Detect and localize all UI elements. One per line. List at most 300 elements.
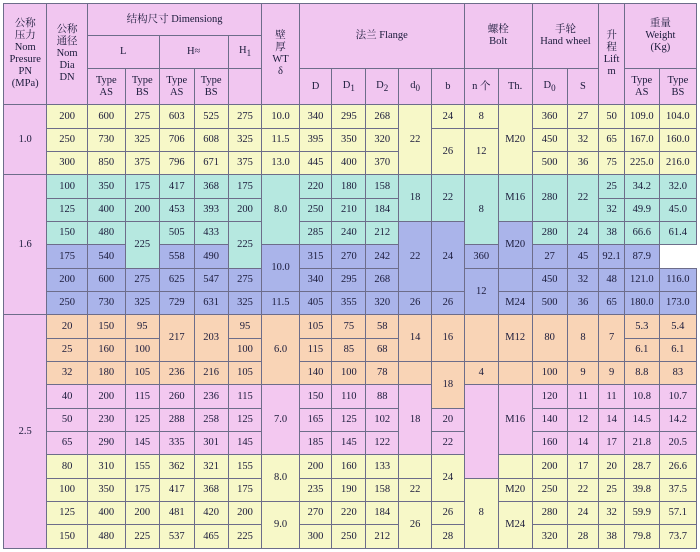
cell-wt: 13.0: [262, 152, 299, 175]
cell-dn: 80: [47, 455, 87, 478]
cell-D: 200: [299, 455, 332, 478]
cell-D1: 160: [332, 455, 366, 478]
cell-w-as: 28.7: [624, 455, 659, 478]
header-type-line: BS: [671, 86, 685, 98]
cell-l-bs: 155: [125, 455, 159, 478]
cell-w-bs: 160.0: [659, 128, 696, 151]
header-type-as: [87, 68, 125, 105]
table-row: [4, 245, 697, 268]
cell-h1: 200: [228, 198, 262, 221]
cell-D: 185: [299, 432, 332, 455]
cell-D0: 100: [532, 362, 567, 385]
cell-l-bs: 105: [125, 362, 159, 385]
cell-w-as: 21.8: [624, 432, 659, 455]
header-d0-sub: 0: [415, 83, 420, 94]
table-row: [4, 175, 697, 198]
header-D0-main: D: [543, 79, 552, 91]
cell-l-bs: 145: [125, 432, 159, 455]
header-pn: [4, 4, 47, 105]
header-dn-line: Nom: [56, 48, 78, 60]
cell-D: 235: [299, 478, 332, 501]
cell-w-as: 109.0: [624, 105, 659, 128]
cell-h-bs: 258: [194, 408, 228, 431]
header-type-line: Type: [166, 74, 188, 86]
cell-D: 105: [299, 315, 332, 338]
cell-h-bs: 465: [194, 525, 228, 549]
cell-h-bs: 216: [194, 362, 228, 385]
cell-D1: 220: [332, 502, 366, 525]
cell-w-bs: 26.6: [659, 455, 696, 478]
cell-wt: 11.5: [262, 128, 299, 151]
cell-dn: 175: [47, 245, 87, 268]
cell-h1: 100: [228, 338, 262, 361]
cell-D0: 360: [464, 245, 498, 268]
cell-h-bs: 490: [194, 245, 228, 268]
spec-table-wrapper: [3, 3, 697, 549]
cell-dn: 150: [47, 222, 87, 245]
cell-D2: 370: [366, 152, 399, 175]
header-dn-line: Dia: [59, 60, 75, 72]
cell-h-as: 706: [159, 128, 194, 151]
cell-n: 12: [464, 268, 498, 315]
cell-d0: 18: [399, 175, 432, 222]
cell-S: 28: [567, 525, 599, 549]
cell-D2: 133: [366, 455, 399, 478]
cell-h-bs: 321: [194, 455, 228, 478]
header-type-line: AS: [169, 86, 184, 98]
header-type-line: BS: [204, 86, 218, 98]
cell-w-bs: 14.2: [659, 408, 696, 431]
cell-S: 14: [567, 432, 599, 455]
header-type-bs: [659, 68, 696, 105]
header-D0: [532, 68, 567, 105]
cell-S: 9: [567, 362, 599, 385]
cell-D2: 158: [366, 175, 399, 198]
cell-D0: 500: [532, 292, 567, 315]
table-row: [4, 292, 697, 315]
cell-D0: 320: [532, 525, 567, 549]
cell-D1: 190: [332, 478, 366, 501]
header-pn-line: 公称: [14, 18, 36, 30]
cell-D: 115: [299, 338, 332, 361]
cell-D1: 180: [332, 175, 366, 198]
cell-D1: 100: [332, 362, 366, 385]
cell-h1: 275: [228, 105, 262, 128]
cell-dn: 100: [47, 478, 87, 501]
cell-D1: 355: [332, 292, 366, 315]
cell-h1: 275: [228, 268, 262, 291]
header-type-line: Type: [667, 74, 689, 86]
header-n: n 个: [464, 68, 498, 105]
header-pn-line: (MPa): [11, 78, 39, 90]
cell-D2: 268: [366, 105, 399, 128]
cell-lift: 48: [599, 268, 624, 291]
cell-h1: 105: [228, 362, 262, 385]
cell-D2: 184: [366, 502, 399, 525]
header-type-line: AS: [635, 86, 649, 98]
cell-D1: 250: [332, 525, 366, 549]
cell-D: 285: [299, 222, 332, 245]
cell-S: 22: [567, 175, 599, 222]
cell-S: 24: [567, 502, 599, 525]
cell-h1: 200: [228, 502, 262, 525]
cell-dn: 300: [47, 152, 87, 175]
cell-l-bs: 325: [125, 128, 159, 151]
cell-l-bs: 175: [125, 478, 159, 501]
header-wt-line: δ: [278, 66, 283, 78]
cell-dn: 40: [47, 385, 87, 408]
cell-lift: 17: [599, 432, 624, 455]
cell-d0: 22: [399, 222, 432, 292]
cell-h-as: 537: [159, 525, 194, 549]
table-row: [4, 268, 697, 291]
cell-lift: 38: [599, 525, 624, 549]
header-D: D: [299, 68, 332, 105]
cell-h-bs: 671: [194, 152, 228, 175]
cell-h-bs: 547: [194, 268, 228, 291]
cell-dn: 250: [47, 128, 87, 151]
header-type-as: [159, 68, 194, 105]
header-D1-sub: 1: [350, 83, 355, 94]
cell-h1: 95: [228, 315, 262, 338]
cell-th: M24: [498, 292, 532, 315]
cell-D: 405: [299, 292, 332, 315]
cell-D2: 88: [366, 385, 399, 408]
cell-w-bs: 216.0: [659, 152, 696, 175]
header-d0-main: d: [410, 79, 416, 91]
table-row: [4, 432, 697, 455]
cell-lift: 11: [599, 385, 624, 408]
cell-l-as: 150: [87, 315, 125, 338]
cell-l-bs: 95: [125, 315, 159, 338]
cell-dn: 250: [47, 292, 87, 315]
cell-h1: 175: [228, 478, 262, 501]
header-lift: [599, 4, 624, 105]
cell-D0: 280: [532, 222, 567, 245]
cell-l-bs: 100: [125, 338, 159, 361]
cell-wt: 6.0: [262, 315, 299, 385]
cell-D: 300: [299, 525, 332, 549]
header-th: Th.: [498, 68, 532, 105]
cell-n: 12: [464, 128, 498, 175]
cell-th: M16: [498, 175, 532, 222]
cell-l-bs: 175: [125, 175, 159, 198]
cell-D1: 240: [332, 222, 366, 245]
cell-h-bs: 631: [194, 292, 228, 315]
header-lift-line: 程: [606, 42, 617, 54]
cell-w-bs: 87.9: [624, 245, 659, 268]
cell-lift: 65: [599, 292, 624, 315]
header-wall-thickness: [262, 4, 299, 105]
cell-h-as: 603: [159, 105, 194, 128]
cell-n-blank: [464, 385, 498, 478]
cell-l-bs: 225: [125, 222, 159, 269]
cell-w-as: 39.8: [624, 478, 659, 501]
cell-h-as: 362: [159, 455, 194, 478]
table-row: [4, 222, 697, 245]
header-type-bs: [125, 68, 159, 105]
cell-l-as: 230: [87, 408, 125, 431]
cell-w-as: 59.9: [624, 502, 659, 525]
cell-lift: 20: [599, 455, 624, 478]
cell-th: M12: [498, 315, 532, 362]
cell-D: 220: [299, 175, 332, 198]
cell-w-bs: 10.7: [659, 385, 696, 408]
table-row: [4, 315, 697, 338]
cell-S: 12: [567, 408, 599, 431]
cell-w-bs: 83: [659, 362, 696, 385]
cell-l-bs: 200: [125, 198, 159, 221]
header-type-line: Type: [131, 74, 153, 86]
cell-h1: 175: [228, 175, 262, 198]
header-H1: [228, 36, 262, 68]
cell-b: 26: [431, 292, 464, 315]
cell-wt: 10.0: [262, 105, 299, 128]
pn-group-cell: 1.6: [4, 175, 47, 315]
cell-lift: 7: [599, 315, 624, 362]
cell-h1: 155: [228, 455, 262, 478]
cell-dn: 125: [47, 198, 87, 221]
cell-lift: 45: [567, 245, 599, 268]
cell-S: 36: [567, 152, 599, 175]
cell-w-as: 79.8: [624, 525, 659, 549]
cell-D2: 58: [366, 315, 399, 338]
header-pn-line: 压力: [14, 30, 36, 42]
cell-w-bs: 57.1: [659, 502, 696, 525]
cell-dn: 150: [47, 525, 87, 549]
cell-l-bs: 375: [125, 152, 159, 175]
cell-D1: 125: [332, 408, 366, 431]
header-H1-sub: 1: [246, 48, 252, 59]
cell-th: M24: [498, 502, 532, 549]
header-wt-line: WT: [272, 54, 289, 66]
cell-D2: 122: [366, 432, 399, 455]
cell-b: 24: [431, 222, 464, 292]
cell-D0: 360: [532, 105, 567, 128]
table-row: [4, 502, 697, 525]
cell-w-as: 6.1: [624, 338, 659, 361]
cell-h-as: 505: [159, 222, 194, 245]
cell-l-as: 200: [87, 385, 125, 408]
cell-S: 27: [532, 245, 567, 268]
header-type-line: Type: [631, 74, 653, 86]
cell-S: 17: [567, 455, 599, 478]
cell-h1: 325: [228, 128, 262, 151]
cell-h1: 115: [228, 385, 262, 408]
cell-D0: 140: [532, 408, 567, 431]
cell-wt: 11.5: [262, 292, 299, 315]
cell-D0: 280: [532, 175, 567, 222]
cell-h-as: 217: [159, 315, 194, 362]
cell-D: 270: [299, 502, 332, 525]
cell-D1: 75: [332, 315, 366, 338]
cell-lift: 50: [599, 105, 624, 128]
header-weight-line: (Kg): [650, 42, 671, 53]
cell-h-as: 558: [159, 245, 194, 268]
cell-b: 16: [431, 315, 464, 362]
cell-lift: 25: [599, 175, 624, 198]
table-row: [4, 128, 697, 151]
header-H1-blank: [228, 68, 262, 105]
cell-h-bs: 420: [194, 502, 228, 525]
cell-b: 22: [431, 432, 464, 455]
cell-S: 32: [567, 128, 599, 151]
cell-w-bs: 61.4: [659, 222, 696, 245]
cell-h-as: 417: [159, 478, 194, 501]
header-type-line: AS: [99, 86, 113, 98]
cell-h-as: 236: [159, 362, 194, 385]
cell-n: 8: [464, 175, 498, 245]
cell-l-as: 850: [87, 152, 125, 175]
cell-D0: 160: [532, 432, 567, 455]
cell-n: 8: [464, 478, 498, 548]
cell-h-as: 453: [159, 198, 194, 221]
cell-lift: 65: [599, 128, 624, 151]
cell-l-bs: 225: [125, 525, 159, 549]
cell-D1: 210: [332, 198, 366, 221]
cell-w-as: 34.2: [624, 175, 659, 198]
cell-th-blank: [498, 455, 532, 478]
cell-b: 26: [431, 128, 464, 175]
cell-D2: 68: [366, 338, 399, 361]
cell-lift: 9: [599, 362, 624, 385]
cell-l-as: 310: [87, 455, 125, 478]
cell-wt: 10.0: [262, 245, 299, 292]
cell-l-as: 730: [87, 292, 125, 315]
cell-D: 445: [299, 152, 332, 175]
cell-d0: 18: [399, 385, 432, 455]
cell-b: 22: [431, 175, 464, 222]
header-D2-main: D: [376, 79, 384, 91]
cell-w-as: 121.0: [624, 268, 659, 291]
cell-D2: 184: [366, 198, 399, 221]
table-row: [4, 362, 697, 385]
table-row: [4, 152, 697, 175]
cell-b: 20: [431, 408, 464, 431]
cell-l-as: 400: [87, 502, 125, 525]
cell-l-bs: 325: [125, 292, 159, 315]
cell-w-as: 5.3: [624, 315, 659, 338]
cell-l-bs: 125: [125, 408, 159, 431]
cell-w-bs: 104.0: [659, 105, 696, 128]
cell-l-as: 600: [87, 268, 125, 291]
cell-w-as: 10.8: [624, 385, 659, 408]
cell-l-as: 350: [87, 478, 125, 501]
header-lift-line: 升: [606, 30, 617, 42]
header-D0-sub: 0: [551, 83, 556, 94]
header-dn-line: DN: [59, 72, 75, 84]
cell-dn: 200: [47, 268, 87, 291]
cell-l-as: 600: [87, 105, 125, 128]
cell-D0: 450: [532, 268, 567, 291]
cell-D: 165: [299, 408, 332, 431]
cell-d0-blank: [399, 362, 432, 385]
cell-th: M16: [498, 385, 532, 455]
header-D1-main: D: [342, 79, 351, 91]
cell-w-as: 8.8: [624, 362, 659, 385]
cell-l-as: 480: [87, 222, 125, 245]
header-bolt-line: Bolt: [489, 35, 508, 47]
cell-w-bs: 5.4: [659, 315, 696, 338]
cell-S: 27: [567, 105, 599, 128]
header-dimensions: 结构尺寸 Dimensiong: [87, 4, 262, 36]
cell-lift: 32: [599, 502, 624, 525]
cell-dn: 32: [47, 362, 87, 385]
cell-d0: 14: [399, 315, 432, 362]
header-d0: [399, 68, 432, 105]
header-handwheel-line: 手轮: [554, 23, 576, 35]
cell-l-as: 480: [87, 525, 125, 549]
cell-n: 8: [464, 105, 498, 128]
header-weight-line: Weight: [645, 29, 676, 41]
cell-D0: 120: [532, 385, 567, 408]
cell-D: 395: [299, 128, 332, 151]
cell-w-bs: 32.0: [659, 175, 696, 198]
cell-d0-blank: [399, 455, 432, 478]
cell-w-as: 49.9: [624, 198, 659, 221]
header-dn-line: 通径: [56, 36, 78, 48]
cell-D: 340: [299, 268, 332, 291]
header-wt-line: 厚: [275, 42, 286, 54]
header-weight: [624, 4, 696, 69]
valve-spec-table: [3, 3, 697, 549]
cell-w-as: 225.0: [624, 152, 659, 175]
table-row: [4, 525, 697, 549]
header-dn: [47, 4, 87, 105]
header-handwheel-line: Hand wheel: [540, 35, 591, 47]
cell-h-bs: 393: [194, 198, 228, 221]
cell-D2: 212: [366, 222, 399, 245]
cell-D1: 110: [332, 385, 366, 408]
cell-w-as: 180.0: [624, 292, 659, 315]
cell-wt: 9.0: [262, 502, 299, 549]
cell-l-as: 730: [87, 128, 125, 151]
cell-D1: 270: [332, 245, 366, 268]
cell-D: 140: [299, 362, 332, 385]
cell-w-bs: 37.5: [659, 478, 696, 501]
cell-h-bs: 301: [194, 432, 228, 455]
cell-h1: 225: [228, 525, 262, 549]
header-pn-line: PN: [18, 66, 32, 78]
cell-l-as: 400: [87, 198, 125, 221]
cell-D0: 250: [532, 478, 567, 501]
cell-D2: 212: [366, 525, 399, 549]
cell-S: 36: [567, 292, 599, 315]
header-pn-line: Presure: [9, 54, 41, 66]
cell-d0: 26: [399, 502, 432, 549]
header-D2-sub: 2: [383, 83, 389, 94]
cell-dn: 200: [47, 105, 87, 128]
header-bolt: [464, 4, 532, 69]
cell-dn: 65: [47, 432, 87, 455]
cell-d0: 26: [399, 292, 432, 315]
cell-l-as: 160: [87, 338, 125, 361]
cell-h-as: 335: [159, 432, 194, 455]
cell-D2: 158: [366, 478, 399, 501]
cell-h-bs: 203: [194, 315, 228, 362]
cell-w-as: 92.1: [599, 245, 624, 268]
cell-wt: 7.0: [262, 385, 299, 455]
cell-dn: 100: [47, 175, 87, 198]
header-type-bs: [194, 68, 228, 105]
header-lift-line: Lift: [603, 54, 620, 66]
cell-h-bs: 433: [194, 222, 228, 245]
cell-l-bs: 275: [125, 268, 159, 291]
cell-l-bs: 115: [125, 385, 159, 408]
cell-b: 28: [431, 525, 464, 549]
cell-D2: 242: [366, 245, 399, 268]
cell-D0: 500: [532, 152, 567, 175]
